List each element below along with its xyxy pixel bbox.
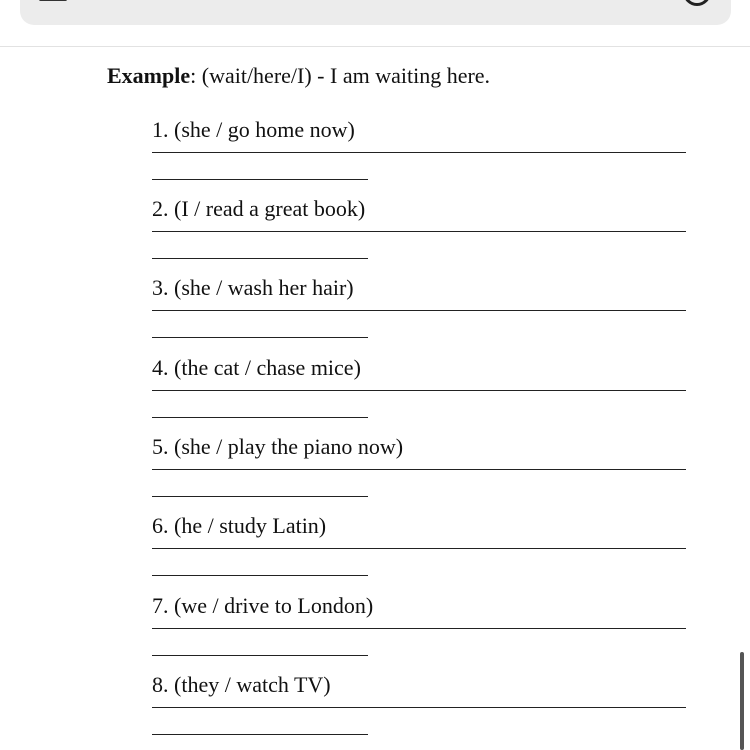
answer-line[interactable] xyxy=(152,655,368,656)
exercise-prompt: 5. (she / play the piano now) xyxy=(152,434,404,459)
answer-line[interactable] xyxy=(152,258,368,259)
answer-line[interactable] xyxy=(152,390,686,391)
answer-line[interactable] xyxy=(152,231,686,232)
answer-line[interactable] xyxy=(152,469,686,470)
exercise-prompt: 7. (we / drive to London) xyxy=(152,593,374,618)
answer-line[interactable] xyxy=(152,548,686,549)
exercise-prompt: 8. (they / watch TV) xyxy=(152,672,331,697)
answer-line[interactable] xyxy=(152,496,368,497)
top-bar xyxy=(0,0,750,47)
answer-line[interactable] xyxy=(152,337,368,338)
answer-line[interactable] xyxy=(152,734,368,735)
exercise-prompt: 6. (he / study Latin) xyxy=(152,513,327,538)
more-options-icon[interactable] xyxy=(683,0,711,6)
answer-line[interactable] xyxy=(152,575,368,576)
answer-line[interactable] xyxy=(152,179,368,180)
example-line xyxy=(107,62,490,90)
answer-line[interactable] xyxy=(152,310,686,311)
vertical-scrollbar[interactable] xyxy=(740,652,744,750)
answer-line[interactable] xyxy=(152,707,686,708)
example-label: Example xyxy=(107,63,191,88)
title-bar xyxy=(20,0,731,25)
exercise-prompt: 2. (I / read a great book) xyxy=(152,196,366,221)
exercise-prompt: 1. (she / go home now) xyxy=(152,117,355,142)
example-text: : (wait/here/I) - I am waiting here. xyxy=(190,63,491,88)
exercise-prompt: 4. (the cat / chase mice) xyxy=(152,355,361,380)
hamburger-menu-icon[interactable] xyxy=(39,0,67,1)
answer-line[interactable] xyxy=(152,152,686,153)
answer-line[interactable] xyxy=(152,628,686,629)
exercise-prompt: 3. (she / wash her hair) xyxy=(152,275,354,300)
answer-line[interactable] xyxy=(152,417,368,418)
